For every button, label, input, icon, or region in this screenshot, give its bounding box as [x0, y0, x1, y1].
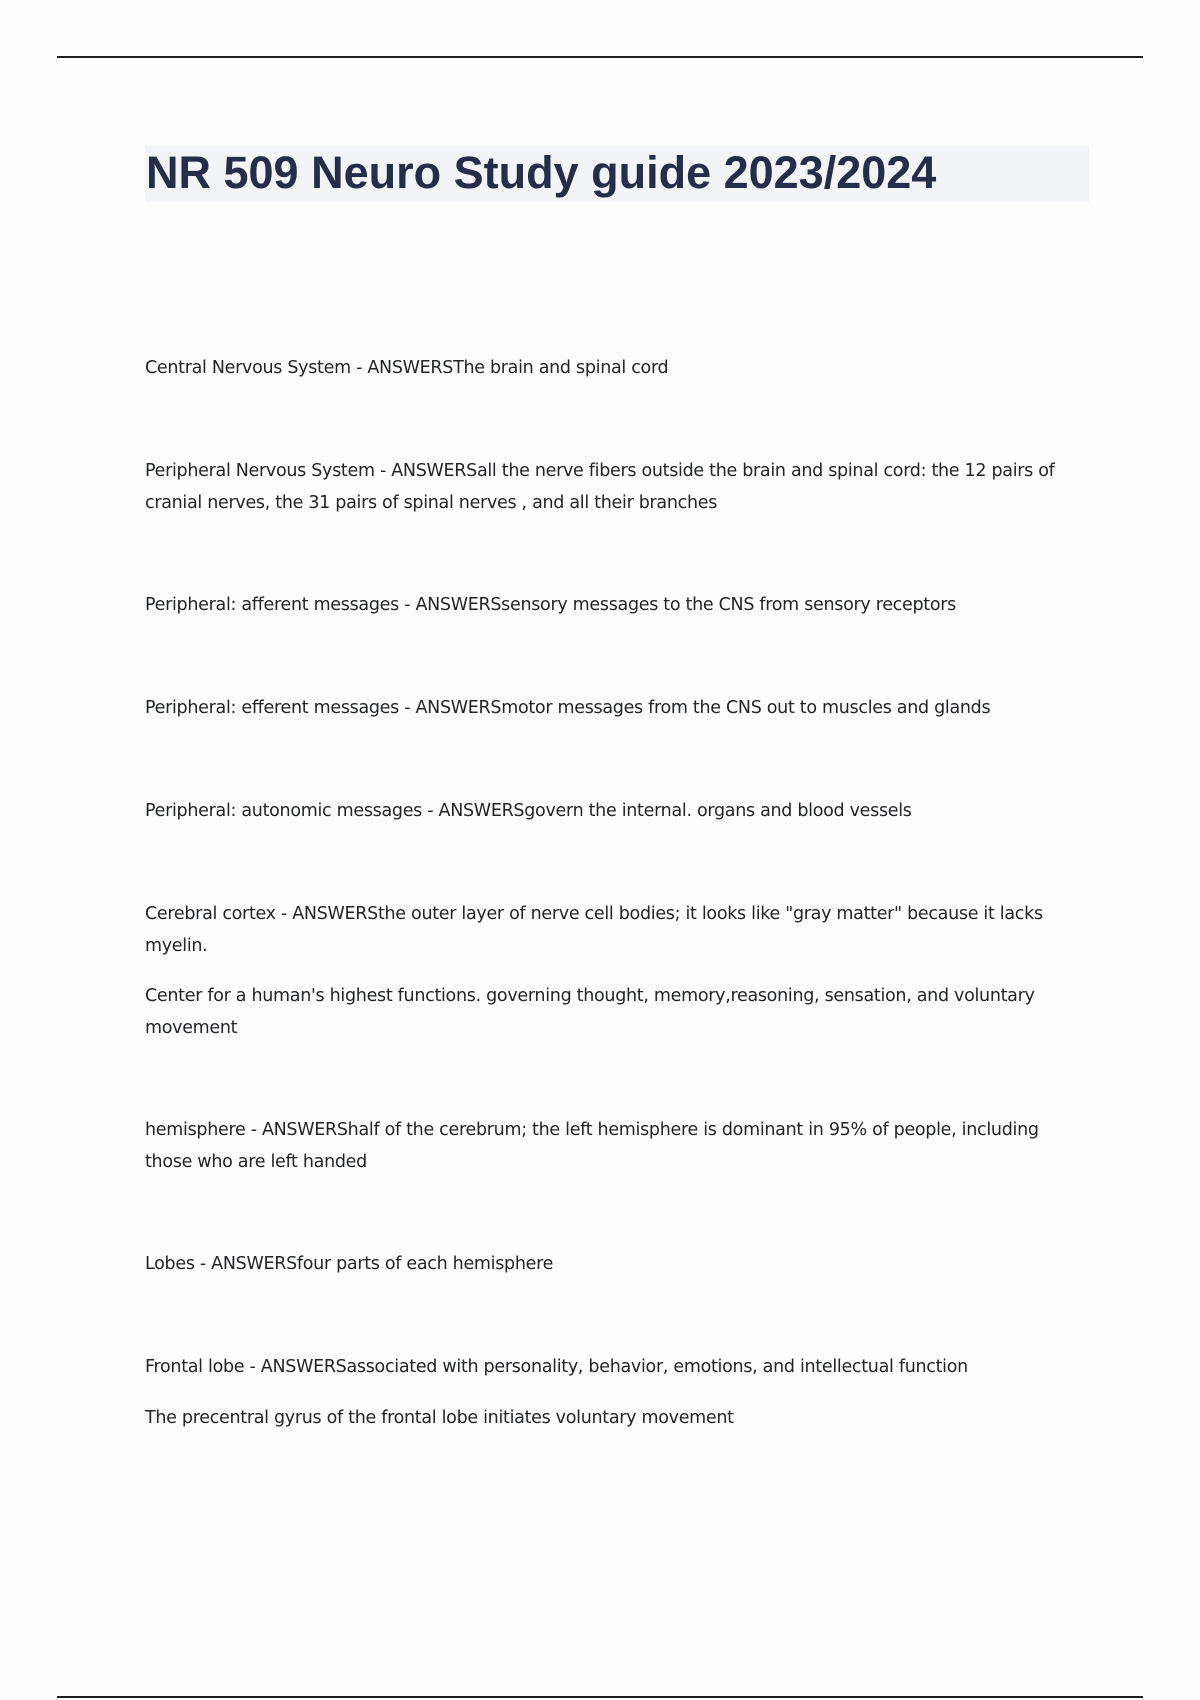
entry-afferent-messages: Peripheral: afferent messages - ANSWERSsensory messages to the CNS from sensory receptors — [145, 595, 956, 615]
entry-efferent-messages: Peripheral: efferent messages - ANSWERSmotor messages from the CNS out to muscles and glands — [145, 698, 991, 718]
entry-lobes: Lobes - ANSWERSfour parts of each hemisphere — [145, 1254, 554, 1274]
page-title: NR 509 Neuro Study guide 2023/2024 — [146, 147, 937, 198]
entry-frontal-lobe-detail: The precentral gyrus of the frontal lobe initiates voluntary movement — [145, 1408, 734, 1428]
entry-central-nervous-system: Central Nervous System - ANSWERSThe brain and spinal cord — [145, 358, 669, 378]
entry-hemisphere: hemisphere - ANSWERShalf of the cerebrum; the left hemisphere is dominant in 95% of people, including those who are left handed — [145, 1120, 1039, 1172]
top-rule — [57, 56, 1143, 58]
entry-autonomic-messages: Peripheral: autonomic messages - ANSWERSgovern the internal. organs and blood vessels — [145, 801, 912, 821]
entry-peripheral-nervous-system: Peripheral Nervous System - ANSWERSall the nerve fibers outside the brain and spinal cord: the 12 pairs of cranial nerves, the 31 pairs of spinal nerves , and all their branches — [145, 461, 1055, 513]
entry-frontal-lobe: Frontal lobe - ANSWERSassociated with personality, behavior, emotions, and intellectual function — [145, 1357, 968, 1377]
bottom-rule — [57, 1696, 1143, 1698]
entry-cerebral-cortex: Cerebral cortex - ANSWERSthe outer layer of nerve cell bodies; it looks like "gray matter" because it lacks myelin. — [145, 904, 1043, 956]
entry-cerebral-cortex-detail: Center for a human's highest functions. governing thought, memory,reasoning, sensation, and voluntary movement — [145, 986, 1035, 1038]
